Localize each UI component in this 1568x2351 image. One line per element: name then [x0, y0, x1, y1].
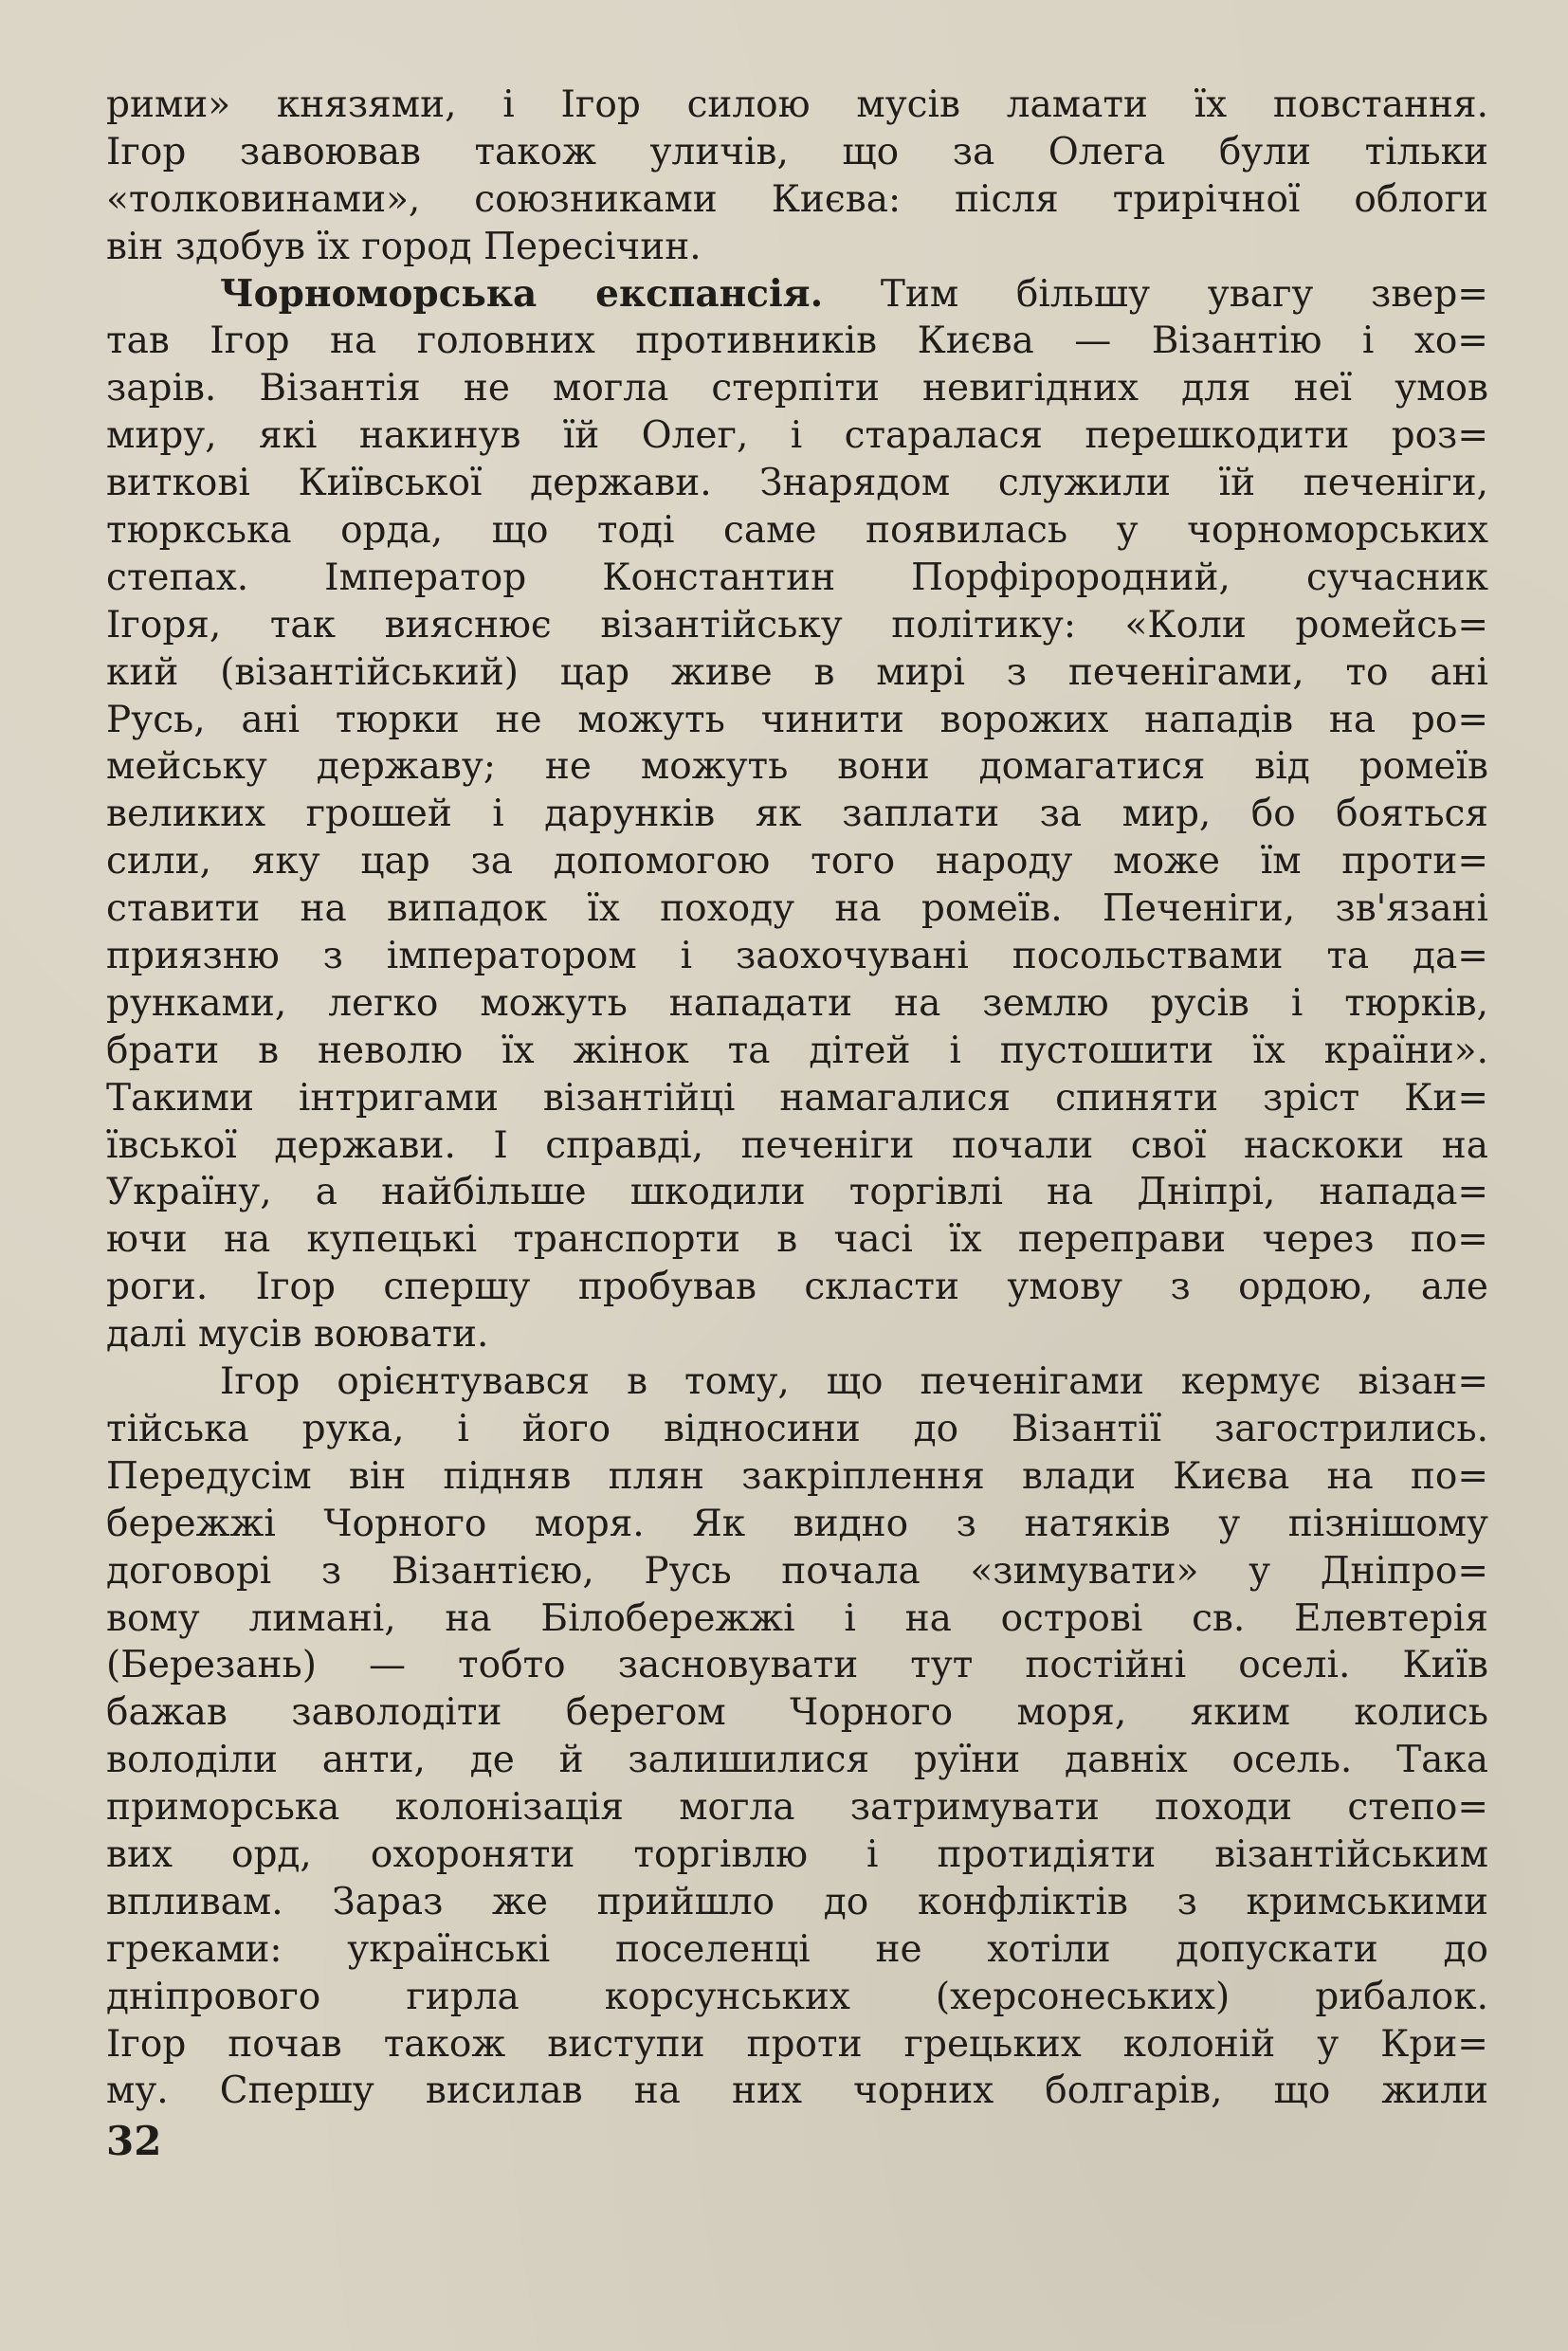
line-text: ставити на випадок їх походу на ромеїв. Печеніги, зв'язані [106, 887, 1488, 931]
line-text: рими» князями, і Ігор силою мусів ламати їх повстання. [106, 83, 1488, 126]
text-line [106, 980, 1488, 1028]
line-text: Русь, ані тюрки не можуть чинити ворожих нападів на ро= [106, 698, 1488, 741]
text-line [106, 743, 1488, 791]
line-text: договорі з Візантією, Русь почала «зимувати» у Дніпро= [106, 1549, 1488, 1593]
text-line [106, 318, 1488, 365]
text-line [106, 1974, 1488, 2021]
line-text: вих орд, охороняти торгівлю і протидіяти візантійським [106, 1832, 1488, 1876]
line-text: сили, яку цар за допомогою того народу може їм проти= [106, 840, 1488, 884]
text-line [106, 1028, 1488, 1075]
text-line [106, 1832, 1488, 1879]
line-text: (Березань) — тобто засновувати тут постійні оселі. Київ [106, 1644, 1488, 1687]
text-line [106, 1689, 1488, 1737]
line-text: далі мусів воювати. [106, 1313, 489, 1357]
line-text: греками: українські поселенці не хотіли допускати до [106, 1927, 1488, 1971]
text-line [106, 1453, 1488, 1501]
text-line [106, 271, 1488, 319]
page-body-text [106, 82, 1488, 2115]
text-line [106, 82, 1488, 129]
text-line [106, 1311, 1488, 1358]
line-text: степах. Імператор Константин Порфірородний, сучасник [106, 556, 1488, 599]
line-text: зарів. Візантія не могла стерпіти невигідних для неї умов [106, 367, 1488, 410]
text-line [106, 1784, 1488, 1832]
text-line [106, 697, 1488, 744]
text-line [106, 1501, 1488, 1548]
line-text: тав Ігор на головних противників Києва — Візантію і хо= [106, 319, 1488, 363]
line-text: приязню з імператором і заохочувані посольствами та да= [106, 935, 1488, 978]
line-text: рунками, легко можуть нападати на землю русів і тюрків, [106, 981, 1488, 1025]
line-text: брати в неволю їх жінок та дітей і пустошити їх країни». [106, 1029, 1488, 1072]
text-line [106, 555, 1488, 602]
line-text: Ігор почав також виступи проти грецьких колоній у Кри= [106, 2022, 1488, 2066]
page-number: 32 [106, 2118, 162, 2164]
text-line [106, 838, 1488, 885]
line-text: великих грошей і дарунків як заплати за мир, бо бояться [106, 793, 1488, 836]
text-line [106, 176, 1488, 224]
line-text: Такими інтригами візантійці намагалися спиняти зріст Ки= [106, 1076, 1488, 1120]
text-line [106, 933, 1488, 980]
text-line [106, 460, 1488, 507]
line-text: кий (візантійський) цар живе в мирі з печенігами, то ані [106, 650, 1488, 694]
text-line [106, 1122, 1488, 1170]
line-text: вому лимані, на Білобережжі і на острові св. Елевтерія [106, 1596, 1488, 1640]
text-line [106, 885, 1488, 933]
line-text: володіли анти, де й залишилися руїни давніх осель. Така [106, 1739, 1488, 1782]
line-text: бережжі Чорного моря. Як видно з натяків у пізнішому [106, 1502, 1488, 1545]
line-text: приморська колонізація могла затримувати походи степо= [106, 1786, 1488, 1830]
text-line [106, 1406, 1488, 1453]
section-heading: Чорноморська експансія. [220, 271, 824, 316]
text-line [106, 1926, 1488, 1974]
text-line [106, 602, 1488, 649]
line-text: Україну, а найбільше шкодили торгівлі на Дніпрі, напада= [106, 1171, 1488, 1214]
line-text: Тим більшу увагу звер= [823, 272, 1488, 316]
text-line [106, 1548, 1488, 1595]
text-line [106, 2068, 1488, 2115]
text-line [106, 1264, 1488, 1311]
text-line [106, 412, 1488, 460]
line-text: му. Спершу висилав на них чорних болгарів, що жили [106, 2069, 1488, 2113]
text-line [106, 2021, 1488, 2069]
text-line [106, 1595, 1488, 1643]
text-line [106, 791, 1488, 838]
line-text: бажав заволодіти берегом Чорного моря, яким колись [106, 1691, 1488, 1735]
line-text: виткові Київської держави. Знарядом служили їй печеніги, [106, 462, 1488, 505]
line-text: ючи на купецькі транспорти в часі їх переправи через по= [106, 1218, 1488, 1262]
line-text: дніпрового гирла корсунських (херсонеських) рибалок. [106, 1975, 1488, 2018]
text-line [106, 1075, 1488, 1122]
text-line [106, 1216, 1488, 1264]
text-line [106, 365, 1488, 412]
text-line [106, 1879, 1488, 1926]
text-line [106, 1737, 1488, 1784]
text-line [106, 1642, 1488, 1689]
line-text: він здобув їх город Пересічин. [106, 225, 702, 268]
line-text: Ігор орієнтувався в тому, що печенігами кермує візан= [220, 1360, 1488, 1404]
text-line [106, 224, 1488, 271]
line-text: Ігоря, так вияснює візантійську політику: «Коли ромейсь= [106, 603, 1488, 647]
text-line [106, 1169, 1488, 1216]
line-text: тійська рука, і його відносини до Візантії загострились. [106, 1407, 1488, 1450]
text-line [106, 129, 1488, 176]
line-text: Ігор завоював також уличів, що за Олега були тільки [106, 130, 1488, 173]
text-line [106, 649, 1488, 697]
line-text: ївської держави. І справді, печеніги почали свої наскоки на [106, 1123, 1488, 1167]
line-text: впливам. Зараз же прийшло до конфліктів з кримськими [106, 1880, 1488, 1923]
line-text: миру, які накинув їй Олег, і старалася перешкодити роз= [106, 414, 1488, 458]
text-line [106, 507, 1488, 555]
text-line [106, 1358, 1488, 1406]
line-text: мейську державу; не можуть вони домагатися від ромеїв [106, 745, 1488, 789]
line-text: тюркська орда, що тоді саме появилась у чорноморських [106, 509, 1488, 553]
line-text: Передусім він підняв плян закріплення влади Києва на по= [106, 1454, 1488, 1498]
line-text: роги. Ігор спершу пробував скласти умову з ордою, але [106, 1266, 1488, 1309]
line-text: «толковинами», союзниками Києва: після трирічної облоги [106, 177, 1488, 221]
